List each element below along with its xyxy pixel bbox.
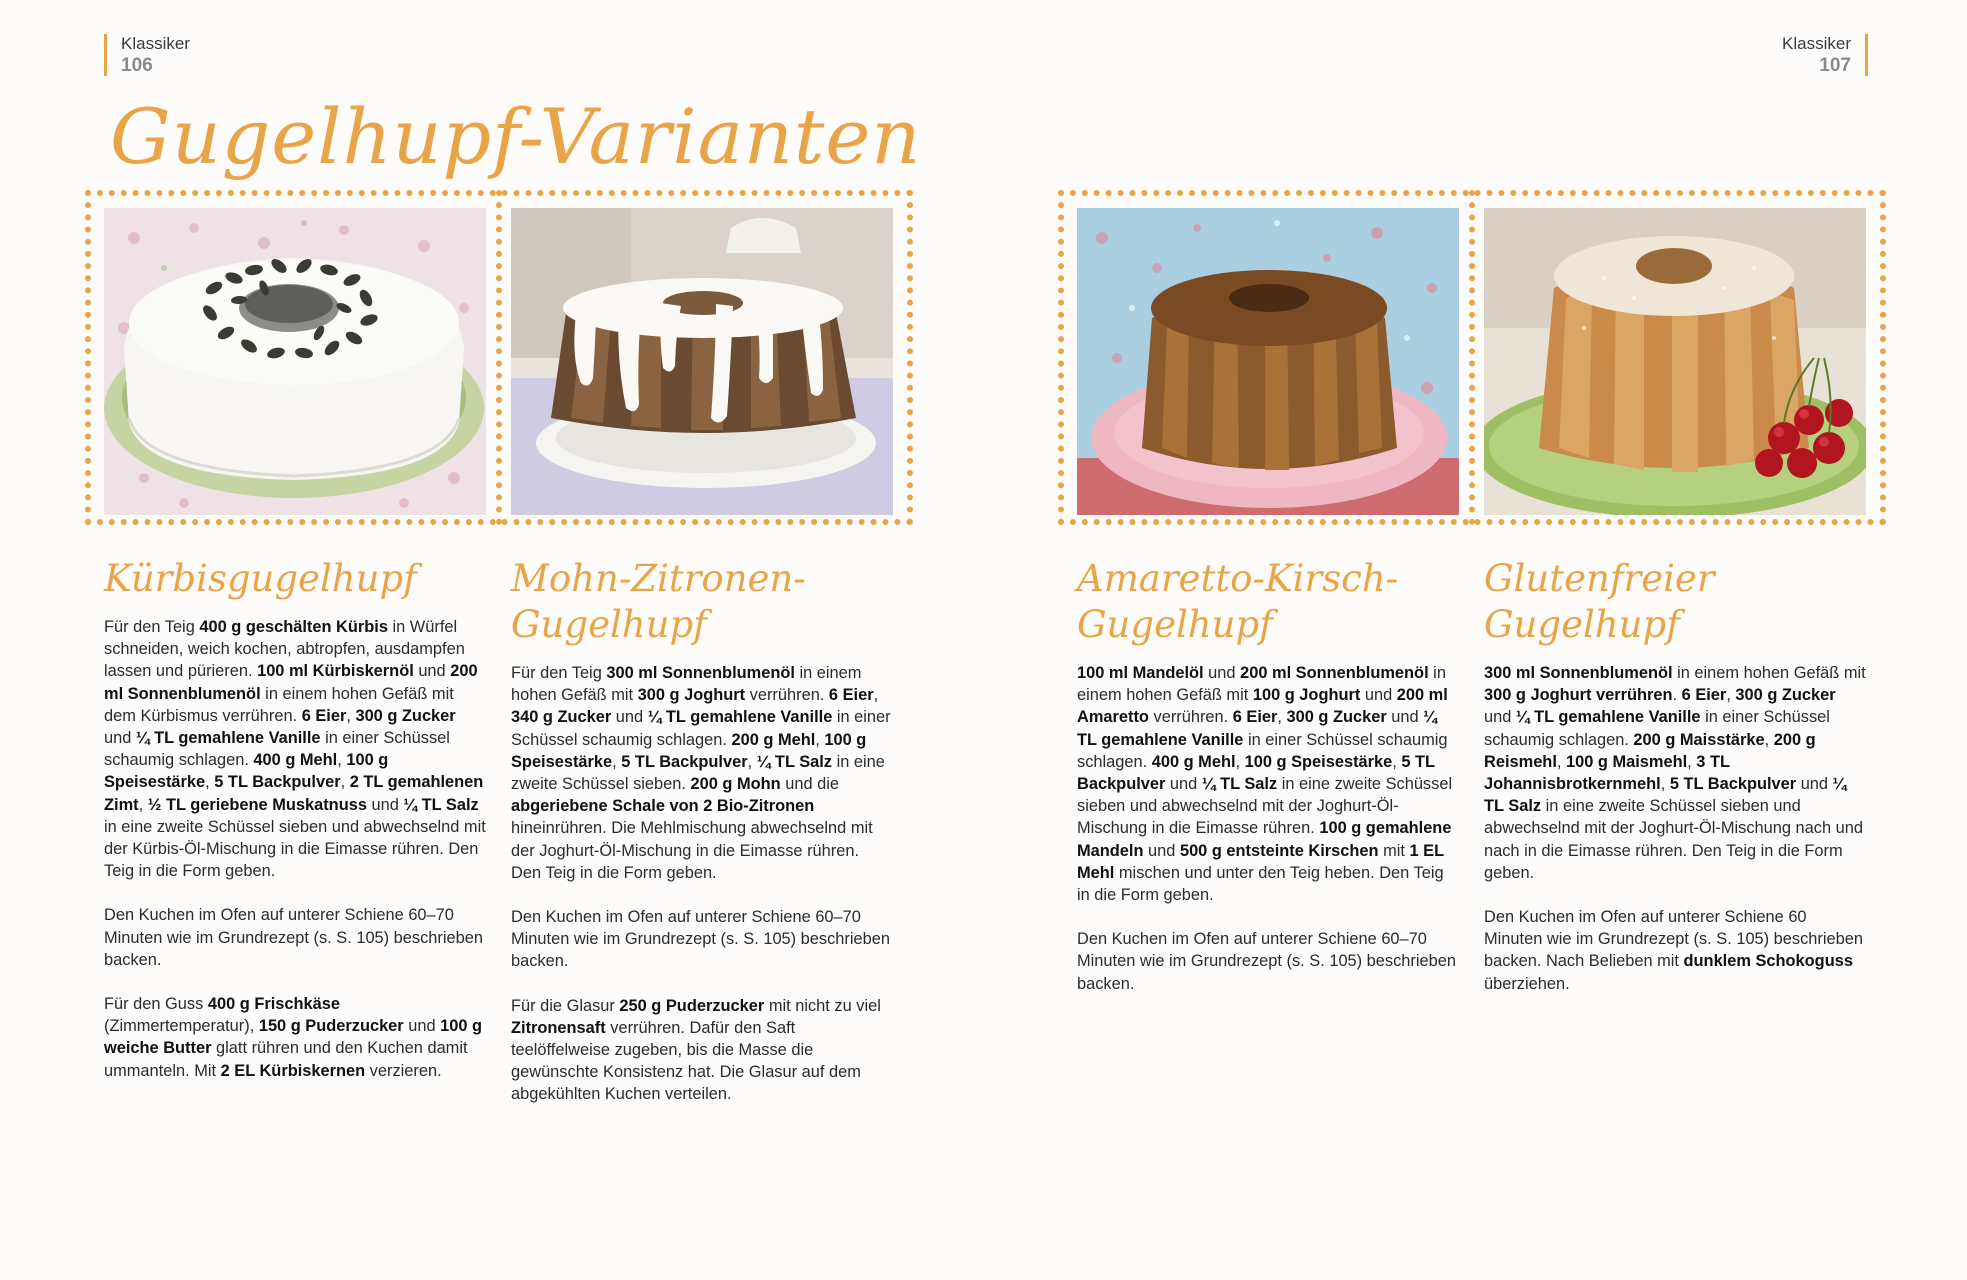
ingredient-highlight: 6 Eier: [828, 686, 874, 705]
recipe-paragraph: Den Kuchen im Ofen auf unterer Schiene 60–70 Minuten wie im Grundrezept (s. S. 105) beschrieben backen.: [511, 908, 890, 971]
recipe-amaretto-kirsch-gugelhupf: [1077, 556, 1459, 1017]
ingredient-highlight: 5 TL Backpulver: [621, 752, 748, 771]
ingredient-highlight: 200 g Reismehl: [1484, 730, 1816, 771]
ingredient-highlight: ¼ TL gemahlene Vanille: [1515, 708, 1701, 727]
ingredient-highlight: 100 g Joghurt: [1252, 686, 1361, 705]
ingredient-highlight: 200 ml Sonnenblumenöl: [1240, 664, 1429, 682]
ingredient-highlight: 300 g Joghurt verrühren: [1484, 686, 1673, 705]
running-head-right: [1782, 34, 1868, 76]
section-label: Klassiker: [121, 34, 190, 53]
recipe-title: Glutenfreier Gugelhupf: [1484, 557, 1715, 646]
recipe-kuerbisgugelhupf: [104, 556, 486, 1104]
page-number: 106: [121, 55, 153, 76]
amaretto-kirsch-cake-photo: [1077, 208, 1459, 515]
ingredient-highlight: 300 ml Sonnenblumenöl: [606, 664, 795, 682]
ingredient-highlight: 2 TL gemahlenen Zimt: [104, 773, 484, 814]
ingredient-highlight: ¼ TL gemahlene Vanille: [135, 729, 321, 748]
ingredient-highlight: 5 TL Backpulver: [1669, 775, 1797, 794]
ingredient-highlight: ¼ TL gemahlene Vanille: [647, 708, 833, 727]
ingredient-highlight: 3 TL Johannisbrotkernmehl: [1484, 752, 1730, 794]
ingredient-highlight: 100 ml Kürbiskernöl: [257, 662, 414, 681]
ingredient-highlight: 250 g Puderzucker: [619, 996, 765, 1015]
mohn-zitronen-cake-photo: [511, 208, 893, 515]
ingredient-highlight: 300 g Zucker: [1735, 686, 1836, 705]
recipe-paragraph: 100 ml Mandelöl und 200 ml Sonnenblumenöl in einem hohen Gefäß mit 100 g Joghurt und 200 ml Amaretto verrühren. 6 Eier, 300 g Zucker und ¼ TL gemahlene Vanille in einer Schüssel schaumig schlagen. 400 g Mehl, 100 g Speisestärke, 5 TL Backpulver und ¼ TL Salz in eine zweite Schüssel sieben und abwechselnd mit der Joghurt-Öl-Mischung in die Eimasse rühren. 100 g gemahlene Mandeln und 500 g entsteinte Kirschen mit 1 EL Mehl mischen und unter den Teig heben. Den Teig in die Form geben.: [1077, 664, 1453, 905]
photo-frame-divider: [1469, 190, 1475, 525]
ingredient-highlight: abgeriebene Schale von 2 Bio-Zitronen: [511, 797, 815, 816]
ingredient-highlight: ¼ TL gemahlene Vanille: [1077, 708, 1437, 749]
glutenfrei-cake-photo: [1484, 208, 1866, 515]
ingredient-highlight: ¼ TL Salz: [1201, 775, 1278, 794]
page-title: Gugelhupf-Varianten: [110, 92, 922, 181]
ingredient-highlight: 1 EL Mehl: [1077, 841, 1444, 882]
ingredient-highlight: 5 TL Backpulver: [214, 773, 341, 792]
ingredient-highlight: 100 g Speisestärke: [104, 751, 389, 792]
recipe-title: Mohn-Zitronen-Gugelhupf: [511, 557, 806, 646]
recipe-paragraph: Den Kuchen im Ofen auf unterer Schiene 60–70 Minuten wie im Grundrezept (s. S. 105) beschrieben backen.: [104, 906, 483, 969]
ingredient-highlight: 100 g Maismehl: [1566, 752, 1688, 771]
ingredient-highlight: 200 g Maisstärke: [1633, 730, 1765, 749]
ingredient-highlight: ½ TL geriebene Muskatnuss: [147, 795, 367, 814]
ingredient-highlight: 6 Eier: [1232, 708, 1278, 727]
ingredient-highlight: 100 g Speisestärke: [511, 730, 867, 771]
recipe-paragraph: Den Kuchen im Ofen auf unterer Schiene 60 Minuten wie im Grundrezept (s. S. 105) beschrieben backen. Nach Belieben mit dunklem Schokoguss überziehen.: [1484, 908, 1863, 993]
recipe-mohn-zitronen-gugelhupf: [511, 556, 893, 1128]
ingredient-highlight: 200 ml Amaretto: [1077, 686, 1448, 727]
recipe-paragraph: Für den Guss 400 g Frischkäse (Zimmertemperatur), 150 g Puderzucker und 100 g weiche Butter glatt rühren und den Kuchen damit ummanteln. Mit 2 EL Kürbiskernen verzieren.: [104, 995, 483, 1080]
ingredient-highlight: 200 ml Sonnenblumenöl: [104, 662, 478, 703]
ingredient-highlight: ¼ TL Salz: [756, 752, 833, 771]
recipe-paragraph: Für die Glasur 250 g Puderzucker mit nicht zu viel Zitronensaft verrühren. Dafür den Saft teelöffelweise zugeben, bis die Masse die gewünschte Konsistenz hat. Die Glasur auf dem abgekühlten Kuchen verteilen.: [511, 996, 881, 1104]
ingredient-highlight: dunklem Schokoguss: [1683, 952, 1853, 971]
ingredient-highlight: 2 EL Kürbiskernen: [220, 1061, 366, 1080]
recipe-glutenfreier-gugelhupf: [1484, 556, 1866, 1017]
ingredient-highlight: 400 g Mehl: [253, 751, 338, 770]
photo-frame-divider: [496, 190, 502, 525]
ingredient-highlight: 500 g entsteinte Kirschen: [1179, 841, 1379, 860]
recipe-paragraph: Für den Teig 300 ml Sonnenblumenöl in einem hohen Gefäß mit 300 g Joghurt verrühren. 6 Eier, 340 g Zucker und ¼ TL gemahlene Vanille in einer Schüssel schaumig schlagen. 200 g Mehl, 100 g Speisestärke, 5 TL Backpulver, ¼ TL Salz in eine zweite Schüssel sieben. 200 g Mohn und die abgeriebene Schale von 2 Bio-Zitronen hineinrühren. Die Mehlmischung abwechselnd mit der Joghurt-Öl-Mischung in die Eimasse rühren. Den Teig in die Form geben.: [511, 664, 891, 882]
ingredient-highlight: 200 g Mohn: [690, 775, 781, 794]
ingredient-highlight: 300 ml Sonnenblumenöl: [1484, 664, 1673, 682]
ingredient-highlight: 100 g gemahlene Mandeln: [1077, 819, 1452, 860]
ingredient-highlight: 300 g Joghurt: [637, 686, 746, 705]
ingredient-highlight: 100 g weiche Butter: [104, 1017, 483, 1058]
ingredient-highlight: 100 g Speisestärke: [1244, 752, 1393, 771]
kuerbis-cake-photo: [104, 208, 486, 515]
running-head-left: [104, 34, 190, 76]
recipe-title: Kürbisgugelhupf: [104, 557, 417, 600]
ingredient-highlight: 300 g Zucker: [1286, 708, 1387, 727]
ingredient-highlight: ¼ TL Salz: [1484, 775, 1847, 816]
ingredient-highlight: 5 TL Backpulver: [1077, 752, 1435, 794]
ingredient-highlight: 6 Eier: [301, 706, 347, 725]
ingredient-highlight: 400 g geschälten Kürbis: [199, 618, 388, 636]
recipe-paragraph: 300 ml Sonnenblumenöl in einem hohen Gefäß mit 300 g Joghurt verrühren. 6 Eier, 300 g Zucker und ¼ TL gemahlene Vanille in einer Schüssel schaumig schlagen. 200 g Maisstärke, 200 g Reismehl, 100 g Maismehl, 3 TL Johannisbrotkernmehl, 5 TL Backpulver und ¼ TL Salz in eine zweite Schüssel sieben und abwechselnd mit der Joghurt-Öl-Mischung nach und nach in die Eimasse rühren. Den Teig in die Form geben.: [1484, 664, 1866, 882]
ingredient-highlight: 6 Eier: [1681, 686, 1727, 705]
ingredient-highlight: ¼ TL Salz: [403, 795, 479, 814]
ingredient-highlight: 400 g Mehl: [1151, 752, 1236, 771]
ingredient-highlight: 150 g Puderzucker: [258, 1017, 404, 1036]
section-label: Klassiker: [1782, 34, 1851, 53]
ingredient-highlight: 400 g Frischkäse: [207, 995, 340, 1014]
ingredient-highlight: Zitronensaft: [511, 1018, 606, 1037]
page-number: 107: [1819, 55, 1851, 76]
recipe-title: Amaretto-Kirsch-Gugelhupf: [1077, 557, 1399, 646]
recipe-paragraph: Den Kuchen im Ofen auf unterer Schiene 60–70 Minuten wie im Grundrezept (s. S. 105) beschrieben backen.: [1077, 930, 1456, 993]
ingredient-highlight: 100 ml Mandelöl: [1077, 664, 1204, 682]
ingredient-highlight: 340 g Zucker: [511, 708, 612, 727]
ingredient-highlight: 300 g Zucker: [355, 706, 456, 725]
recipe-paragraph: Für den Teig 400 g geschälten Kürbis in Würfel schneiden, weich kochen, abtropfen, ausdampfen lassen und pürieren. 100 ml Kürbiskernöl und 200 ml Sonnenblumenöl in einem hohen Gefäß mit dem Kürbismus verrühren. 6 Eier, 300 g Zucker und ¼ TL gemahlene Vanille in einer Schüssel schaumig schlagen. 400 g Mehl, 100 g Speisestärke, 5 TL Backpulver, 2 TL gemahlenen Zimt, ½ TL geriebene Muskatnuss und ¼ TL Salz in eine zweite Schüssel sieben und abwechselnd mit der Kürbis-Öl-Mischung in die Eimasse rühren. Den Teig in die Form geben.: [104, 618, 486, 881]
ingredient-highlight: 200 g Mehl: [731, 730, 816, 749]
